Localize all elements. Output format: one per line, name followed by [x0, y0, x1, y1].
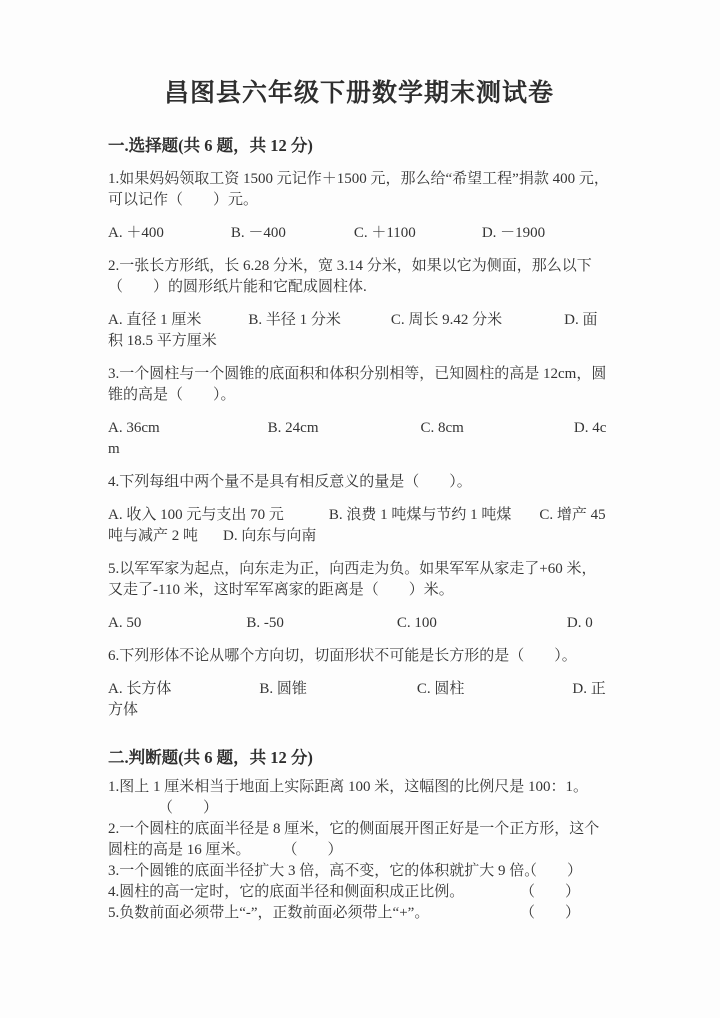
option-3-c: C. 8cm [420, 420, 464, 436]
choice-question-5-options [108, 613, 610, 634]
spacer [201, 323, 248, 324]
choice-question-2-options [108, 310, 610, 352]
option-1-b: B. －400 [230, 225, 286, 241]
choice-question-3-text: 3.一个圆柱与一个圆锥的底面积和体积分别相等，已知圆柱的高是 12cm，圆锥的高是（ ）。 [108, 366, 607, 403]
option-6-a: A. 长方体 [108, 681, 172, 697]
judge-question-5-text: 5.负数前面必须带上“-”，正数前面必须带上“+”。 [108, 905, 430, 921]
choice-question-2-text: 2.一张长方形纸，长 6.28 分米，宽 3.14 分米，如果以它为侧面，那么以下（ ）的圆形纸片能和它配成圆柱体. [108, 258, 592, 295]
option-6-c: C. 圆柱 [416, 681, 465, 697]
option-3-b: B. 24cm [267, 420, 319, 436]
option-2-b: B. 半径 1 分米 [248, 312, 341, 328]
choice-question-1-text: 1.如果妈妈领取工资 1500 元记作＋1500 元，那么给“希望工程”捐款 400 元，可以记作（ ）元。 [108, 171, 609, 208]
spacer [284, 518, 329, 519]
option-5-c: C. 100 [396, 615, 437, 631]
judge-question-3-text: 3.一个圆锥的底面半径扩大 3 倍，高不变，它的体积就扩大 9 倍。 [108, 863, 540, 879]
judge-question-1-blank-line [108, 798, 610, 819]
spacer [141, 626, 246, 627]
option-4-d: D. 向东与向南 [223, 528, 317, 544]
answer-blank: （ ） [158, 800, 219, 816]
spacer [164, 236, 231, 237]
exam-title: 昌图县六年级下册数学期末测试卷 [163, 80, 554, 107]
judge-question-5 [108, 903, 610, 924]
judge-question-1-text: 1.图上 1 厘米相当于地面上实际距离 100 米，这幅图的比例尺是 100：1。 [108, 779, 589, 795]
option-5-b: B. -50 [246, 615, 284, 631]
spacer [284, 626, 397, 627]
option-2-c: C. 周长 9.42 分米 [390, 312, 503, 328]
spacer [198, 539, 223, 540]
judge-question-4-text: 4.圆柱的高一定时，它的底面半径和侧面积成正比例。 [108, 884, 465, 900]
section-judge [108, 747, 610, 924]
option-6-b: B. 圆锥 [259, 681, 307, 697]
judge-question-2-text: 2.一个圆柱的底面半径是 8 厘米，它的侧面展开图正好是一个正方形，这个圆柱的高是 16 厘米。 [108, 821, 600, 858]
option-4-b: B. 浪费 1 吨煤与节约 1 吨煤 [328, 507, 512, 523]
option-6-d: D. 正方体 [108, 681, 606, 718]
choice-question-3-options [108, 418, 610, 460]
spacer [286, 236, 354, 237]
spacer [307, 692, 417, 693]
choice-section-heading: 一.选择题(共 6 题，共 12 分) [108, 136, 313, 155]
judge-question-list [108, 777, 610, 924]
spacer [319, 431, 421, 432]
choice-question-6-text: 6.下列形体不论从哪个方向切，切面形状不可能是长方形的是（ ）。 [108, 648, 577, 664]
spacer [416, 236, 482, 237]
spacer [341, 323, 391, 324]
spacer [502, 323, 564, 324]
option-1-d: D. －1900 [481, 225, 546, 241]
spacer [511, 518, 539, 519]
answer-blank: （ ） [522, 863, 583, 879]
option-1-c: C. ＋1100 [353, 225, 416, 241]
choice-question-5-text: 5.以军军家为起点，向东走为正，向西走为负。如果军军从家走了+60 米，又走了-110 米，这时军军离家的距离是（ ）米。 [108, 561, 597, 598]
option-2-a: A. 直径 1 厘米 [108, 312, 202, 328]
option-4-a: A. 收入 100 元与支出 70 元 [108, 507, 284, 523]
spacer [171, 692, 259, 693]
option-5-d: D. 0 [566, 615, 593, 631]
answer-blank: （ ） [520, 905, 581, 921]
judge-question-4 [108, 882, 610, 903]
option-1-a: A. ＋400 [108, 225, 164, 241]
answer-blank: （ ） [282, 842, 343, 858]
option-3-a: A. 36cm [108, 420, 160, 436]
section-choice [108, 135, 610, 721]
answer-blank: （ ） [520, 884, 581, 900]
spacer [160, 431, 268, 432]
choice-question-6-options [108, 679, 610, 721]
choice-question-1-options [108, 223, 610, 244]
judge-question-2 [108, 819, 610, 861]
spacer [464, 431, 574, 432]
choice-question-4-options [108, 505, 610, 547]
option-4-c: C. 增产 45 吨与减产 2 吨 [108, 507, 606, 544]
option-2-d: D. 面积 18.5 平方厘米 [108, 312, 598, 349]
option-3-d: D. 4cm [108, 420, 607, 457]
judge-question-3 [108, 861, 610, 882]
spacer [437, 626, 567, 627]
spacer [251, 853, 283, 854]
option-5-a: A. 50 [108, 615, 142, 631]
judge-section-heading: 二.判断题(共 6 题，共 12 分) [108, 748, 313, 767]
spacer [464, 692, 572, 693]
choice-question-4-text: 4.下列每组中两个量不是具有相反意义的量是（ ）。 [108, 474, 472, 490]
